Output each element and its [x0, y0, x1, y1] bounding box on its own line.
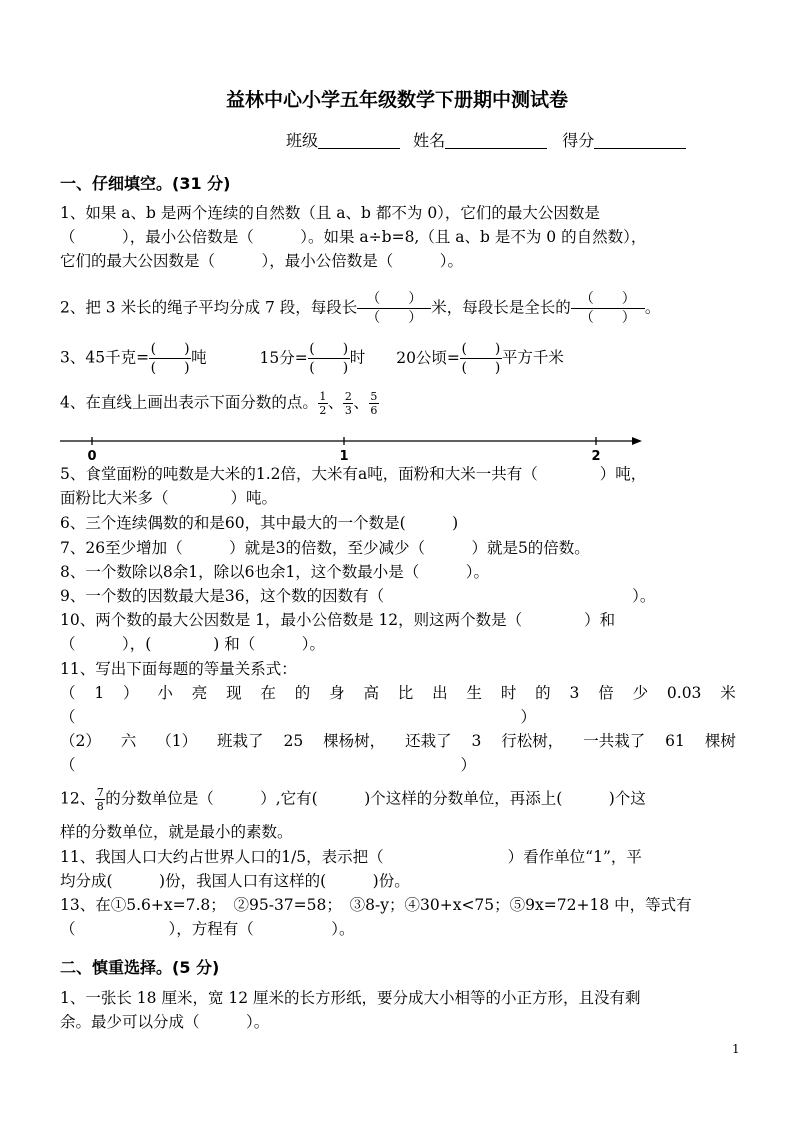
q3-text-c: 15分=: [259, 348, 308, 367]
q12-line-1: 12、 $\frac{7}{8}$ 的分数单位是（ ）,它有( )个这样的分数单位，再添上( )个这: [60, 786, 646, 813]
page-title: 益林中心小学五年级数学下册期中测试卷: [225, 89, 568, 111]
q13-line-2: （ ），方程有（ ）。: [60, 920, 355, 938]
number-line[interactable]: [0, 0, 794, 470]
q3-text-e: 20公顷=: [396, 348, 460, 367]
q11-line-4: （2） 六 （1） 班栽了 25 棵杨树， 还栽了 3 行松树， 一共栽了 61 棵树: [60, 732, 736, 750]
q4-fraction-3: $\frac{5}{6}$: [370, 390, 378, 417]
q11-line-1: 11、写出下面每题的等量关系式：: [60, 660, 297, 678]
q3-fraction-blank-1[interactable]: $\frac{( )}{( )}$: [150, 341, 190, 376]
q4-fraction-1: $\frac{1}{2}$: [319, 390, 327, 417]
q4-sep-1: 、: [327, 393, 344, 412]
q6-line: 6、三个连续偶数的和是60，其中最大的一个数是( ): [60, 514, 459, 532]
tick-label-1: 1: [339, 449, 349, 464]
s2-q1-line-1: 1、一张长 18 厘米，宽 12 厘米的长方形纸，要分成大小相等的小正方形，且没有剩: [60, 989, 641, 1007]
q11b-line-1: 11、我国人口大约占世界人口的1/5，表示把（ ）看作单位“1”，平: [60, 848, 642, 866]
section-2-heading: 二、慎重选择。(5 分): [60, 958, 220, 977]
q2-text-b: 米，每段长是全长的: [431, 298, 571, 317]
tick-label-2: 2: [591, 449, 601, 464]
q2-text-c: 。: [644, 298, 661, 317]
q4-text: 4、在直线上画出表示下面分数的点。: [60, 393, 318, 412]
q3-text-f: 平方千米: [501, 348, 564, 367]
q7-line: 7、26至少增加（ ）就是3的倍数，至少减少（ ）就是5的倍数。: [60, 539, 590, 557]
q11-answer-2[interactable]: （ ）: [60, 756, 477, 774]
q10-line-1: 10、两个数的最大公因数是 1，最小公倍数是 12，则这两个数是（ ）和: [60, 611, 616, 629]
q12-fraction: $\frac{7}{8}$: [96, 786, 104, 813]
number-line-arrow: [632, 437, 642, 445]
score-label: 得分: [562, 131, 595, 150]
q1-line-1: 1、如果 a、b 是两个连续的自然数（且 a、b 都不为 0），它们的最大公因数是: [60, 204, 600, 222]
q3-fraction-blank-2[interactable]: $\frac{( )}{( )}$: [309, 341, 349, 376]
q2-fraction-blank-1[interactable]: $\frac{( )}{( )}$: [357, 290, 431, 327]
name-label: 姓名: [413, 131, 446, 150]
q5-line-1: 5、食堂面粉的吨数是大米的1.2倍，大米有a吨，面粉和大米一共有（ ）吨，: [60, 465, 647, 483]
section-1-heading: 一、仔细填空。(31 分): [60, 174, 231, 193]
q5-line-2: 面粉比大米多（ ）吨。: [60, 489, 278, 507]
q2-fraction-blank-2[interactable]: $\frac{( )}{( )}$: [571, 290, 645, 327]
q12-line-2: 样的分数单位，就是最小的素数。: [60, 823, 293, 841]
q11-line-2: （ 1 ） 小 亮 现 在 的 身 高 比 出 生 时 的 3 倍 少 0.03 米: [60, 684, 736, 702]
q1-line-3: 它们的最大公因数是（ ），最小公倍数是（ ）。: [60, 252, 464, 270]
class-label: 班级: [286, 131, 319, 150]
q8-line: 8、一个数除以8余1，除以6也余1，这个数最小是（ ）。: [60, 563, 490, 581]
q3-text-b: 吨: [191, 348, 207, 367]
q13-line-1: 13、在①5.6+x=7.8； ②95-37=58； ③8-y；④30+x<75；⑤9x=72+18 中，等式有: [60, 896, 692, 914]
s2-q1-line-2: 余。最少可以分成（ ）。: [60, 1013, 270, 1031]
q11b-line-2: 均分成( )份，我国人口有这样的( )份。: [60, 872, 410, 890]
q10-line-2: （ ），( ) 和（ ）。: [60, 635, 326, 653]
q3-text-d: 时: [349, 348, 366, 367]
q2-text-a: 2、把 3 米长的绳子平均分成 7 段，每段长: [60, 298, 358, 317]
q9-line: 9、一个数的因数最大是36，这个数的因数有（ ）。: [60, 587, 656, 605]
page-number: 1: [732, 1042, 740, 1056]
q4-fraction-2: $\frac{2}{3}$: [344, 390, 352, 417]
q11-answer-1[interactable]: （ ）: [60, 708, 537, 726]
q1-line-2: （ ），最小公倍数是（ ）。如果 a÷b=8,（且 a、b 是不为 0 的自然数），: [60, 228, 647, 246]
q4-sep-2: 、: [353, 393, 369, 412]
tick-label-0: 0: [87, 449, 97, 464]
q3-text-a: 3、45千克=: [60, 348, 150, 367]
q3-fraction-blank-3[interactable]: $\frac{( )}{( )}$: [461, 341, 501, 376]
